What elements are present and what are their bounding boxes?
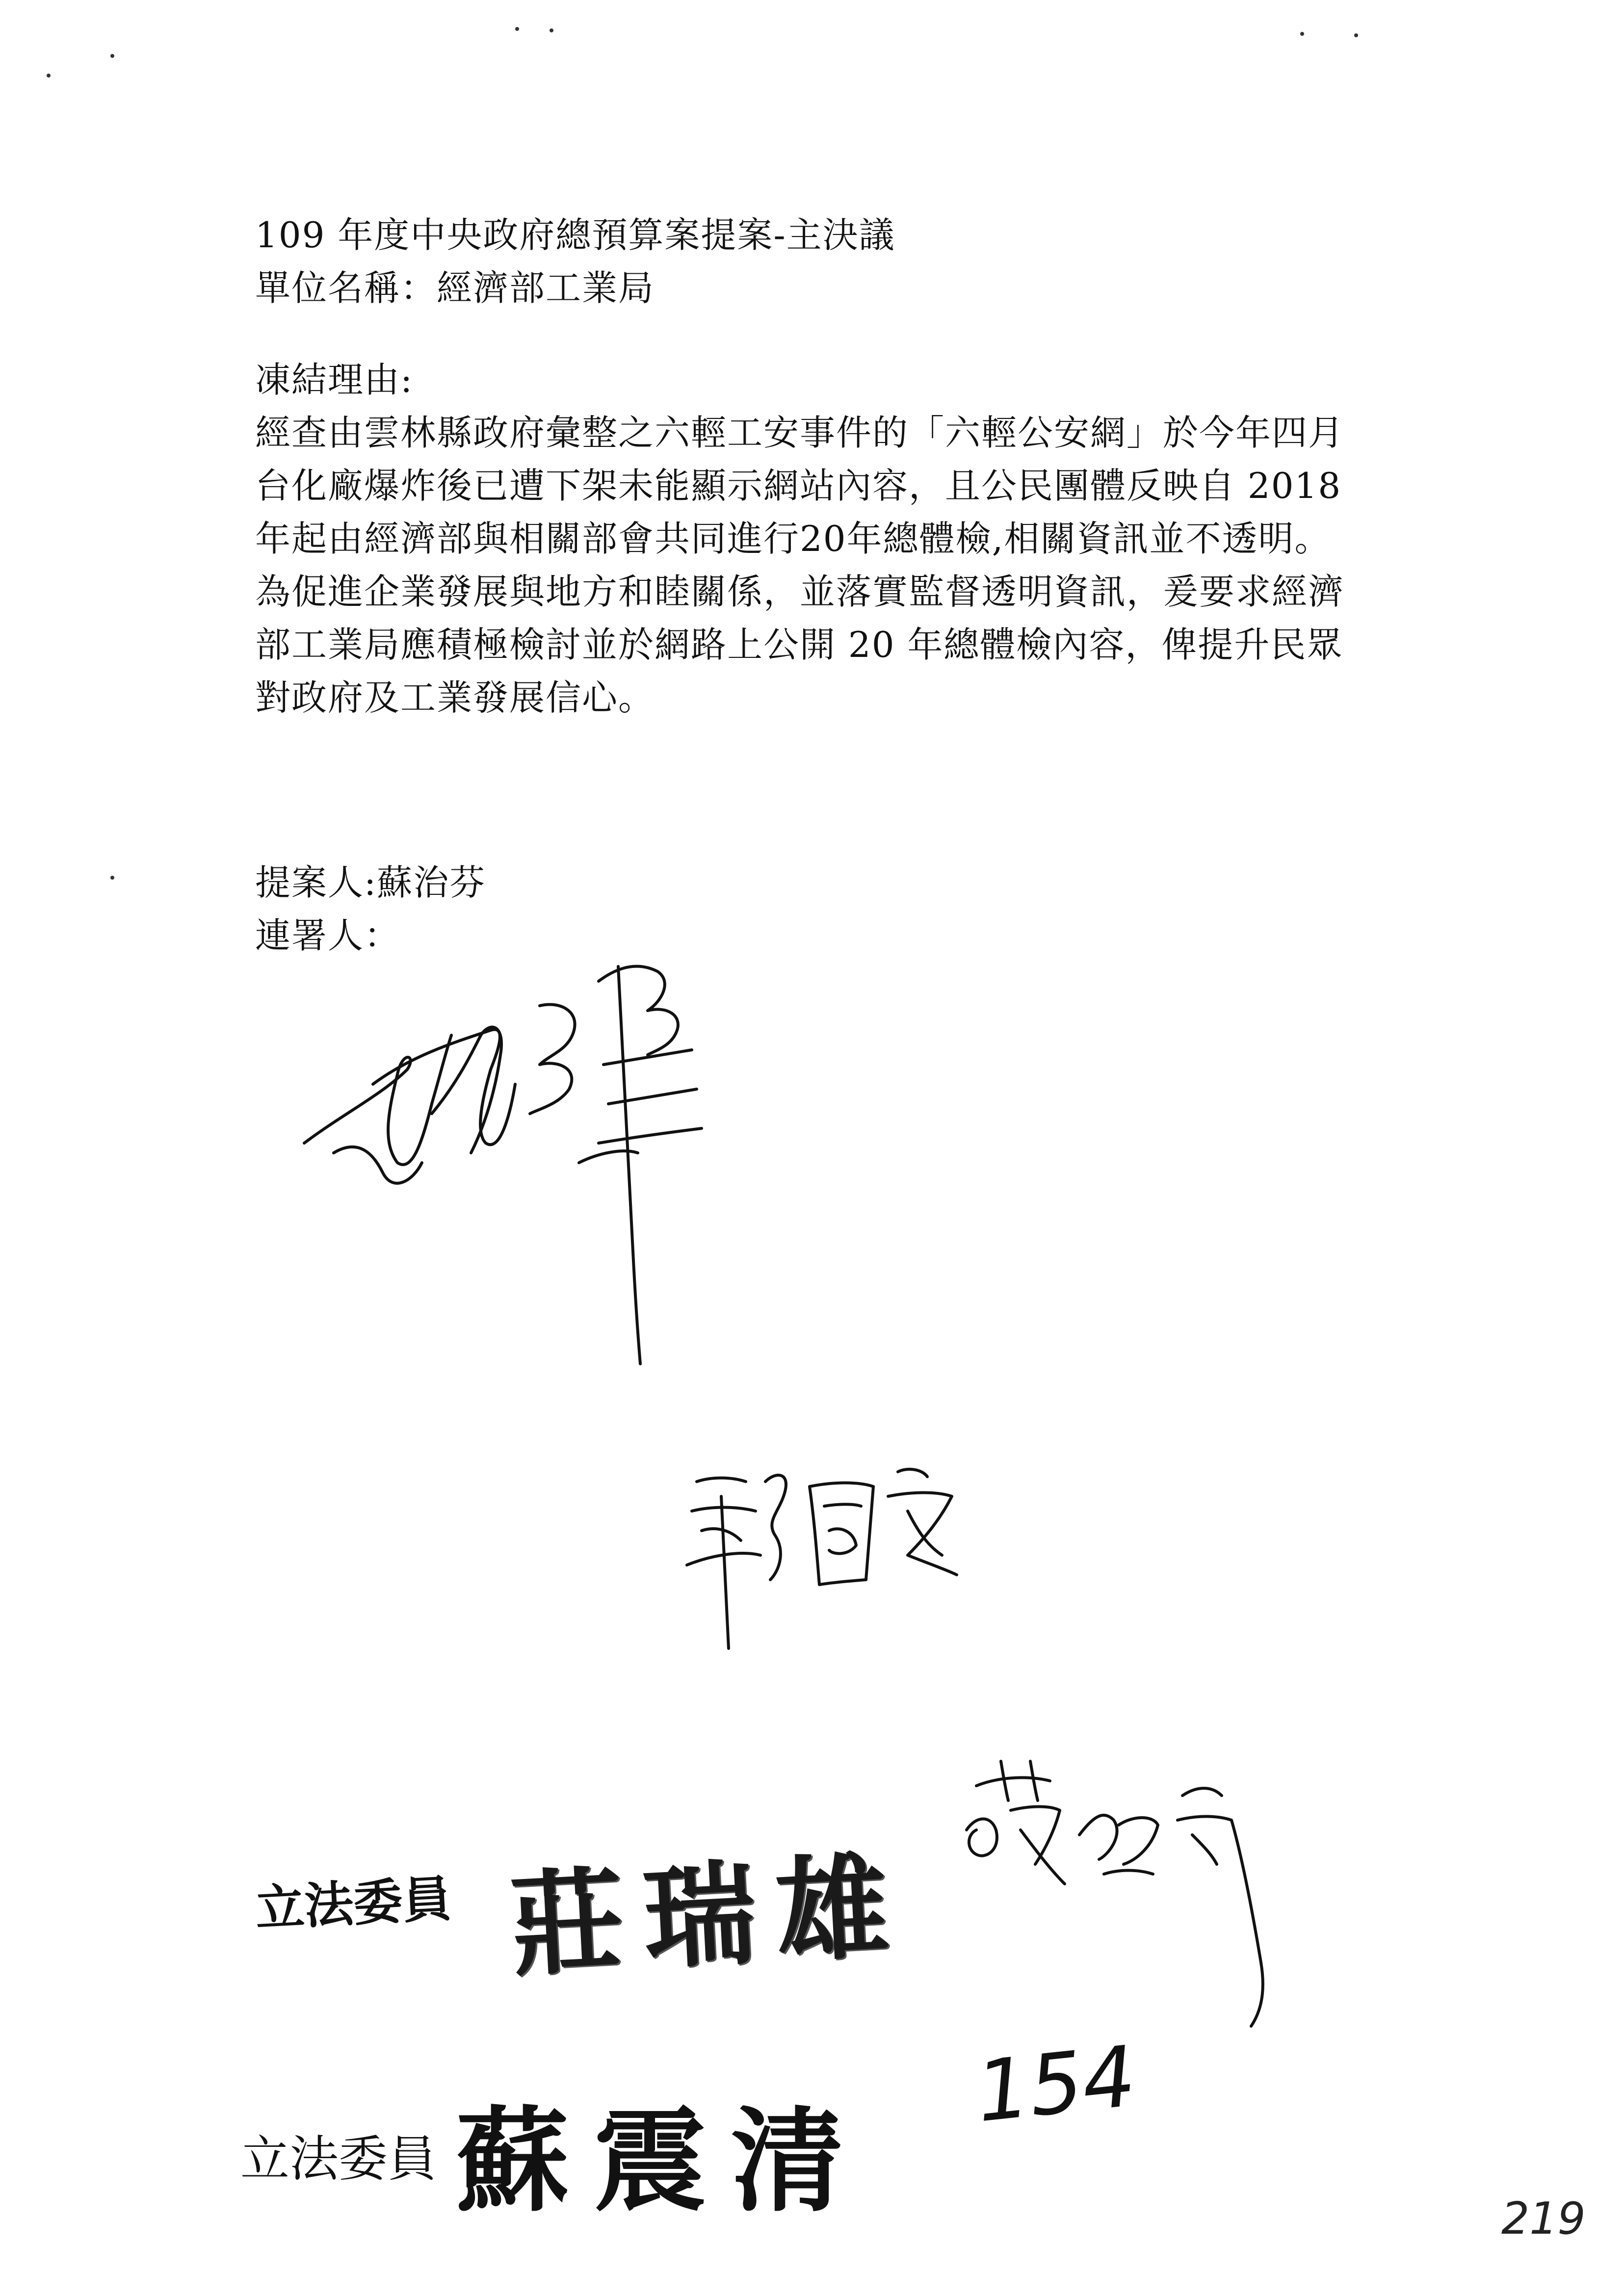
reason-line: 部工業局應積極檢討並於網路上公開 20 年總體檢內容，俾提升民眾	[255, 624, 1343, 665]
reason-line: 經查由雲林縣政府彙整之六輕工安事件的「六輕公安網」於今年四月	[255, 412, 1345, 453]
signature-2	[677, 1452, 962, 1658]
stamp-2-name: 蘇震清	[456, 2095, 869, 2227]
scan-speck	[47, 74, 51, 78]
reason-heading: 凍結理由:	[255, 359, 414, 400]
page-number: 219	[1501, 2193, 1586, 2244]
scan-speck	[110, 876, 114, 880]
scan-speck	[110, 54, 114, 58]
stamp-2-label: 立法委員	[240, 2130, 437, 2188]
document-title: 109 年度中央政府總預算案提案-主決議	[255, 214, 895, 256]
scan-speck	[1354, 33, 1358, 37]
reason-block	[255, 353, 1344, 724]
header-block	[255, 209, 895, 314]
reason-line: 年起由經濟部與相關部會共同進行20年總體檢,相關資訊並不透明。	[255, 518, 1331, 559]
proposer-line: 提案人:蘇治芬	[255, 862, 486, 903]
scan-speck	[550, 28, 553, 32]
reason-line: 對政府及工業發展信心。	[255, 677, 655, 718]
stamp-1-name: 莊瑞雄	[507, 1839, 912, 1992]
signature-1	[285, 908, 873, 1398]
handwritten-number: 154	[971, 2028, 1140, 2141]
unit-name: 單位名稱：經濟部工業局	[255, 267, 655, 309]
scan-speck	[1300, 32, 1304, 36]
reason-line: 為促進企業發展與地方和睦關係，並落實監督透明資訊，爰要求經濟	[255, 571, 1345, 612]
scan-speck	[515, 27, 519, 31]
stamp-1-label: 立法委員	[254, 1870, 453, 1938]
cosigner-label: 連署人：	[255, 915, 401, 956]
reason-line: 台化廠爆炸後已遭下架未能顯示網站內容，且公民團體反映自 2018	[255, 465, 1342, 506]
